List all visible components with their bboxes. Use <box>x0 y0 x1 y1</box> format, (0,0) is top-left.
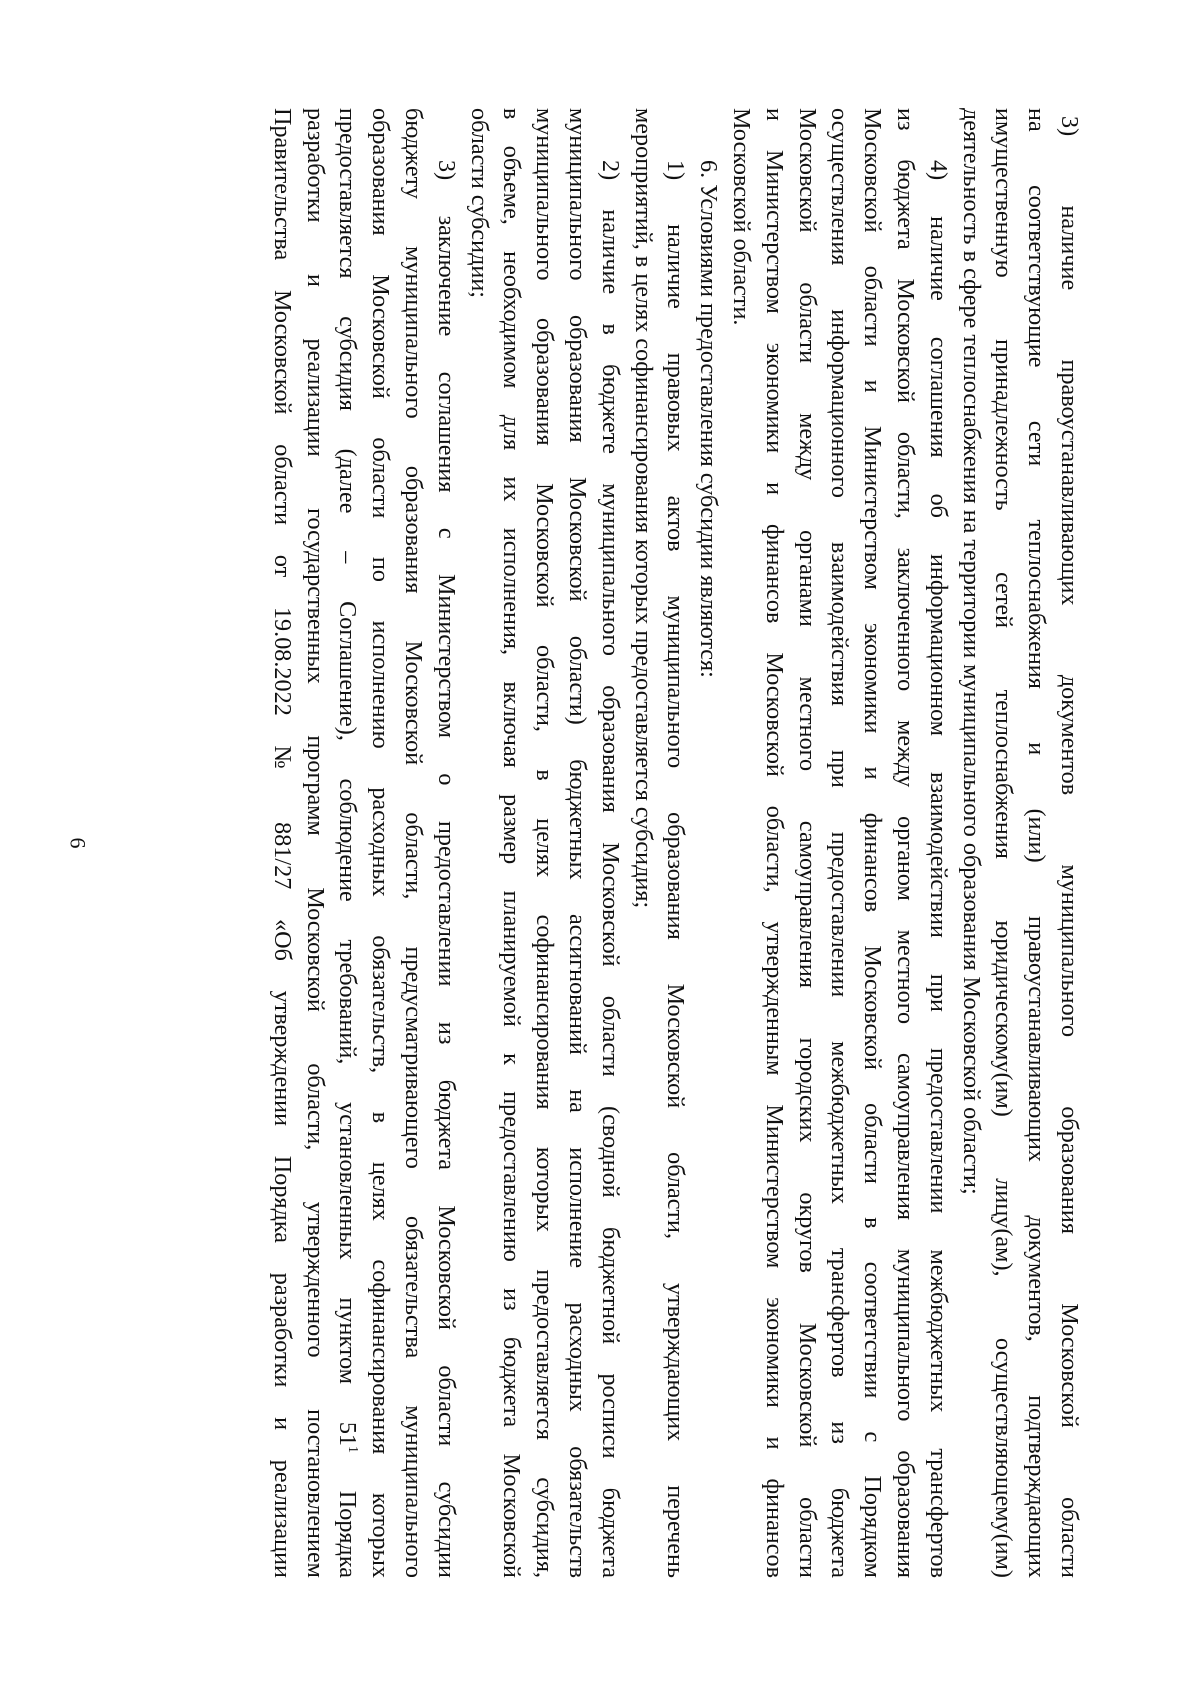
text-line: в объеме, необходимом для их исполнения, включая размер планируемой к предоставлению из бюджета Московской <box>498 108 526 1578</box>
text-line: и Министерством экономики и финансов Московской области, утвержденным Министерством экономики и финансов <box>760 108 788 1578</box>
text-line: 6. Условиями предоставления субсидии являются: <box>695 160 723 678</box>
text-line: бюджету муниципального образования Московской области, предусматривающего обязательства муниципального <box>400 108 428 1578</box>
page-number: 6 <box>65 837 91 849</box>
text-line: 2) наличие в бюджете муниципального образования Московской области (сводной бюджетной росписи бюджета <box>596 160 624 1578</box>
text-line: Московской области. <box>728 108 756 326</box>
text-line: мероприятий, в целях софинансирования которых предоставляется субсидия; <box>629 108 657 909</box>
text-line: 1) наличие правовых актов муниципального образования Московской области, утверждающих перечень <box>662 160 690 1578</box>
text-line: муниципального образования Московской области, в целях софинансирования которых предоставляется субсидия, <box>531 108 559 1578</box>
text-line: из бюджета Московской области, заключенного между органом местного самоуправления муниципального образования <box>892 108 920 1578</box>
text-line: 3) заключение соглашения с Министерством о предоставлении из бюджета Московской области субсидии <box>432 160 460 1578</box>
text-line: 3) наличие правоустанавливающих документов муниципального образования Московской области <box>1056 116 1083 1578</box>
text-line: осуществления информационного взаимодействия при предоставлении межбюджетных трансфертов из бюджета <box>826 108 854 1578</box>
text-line: образования Московской области по исполнению расходных обязательств, в целях софинансирования которых <box>367 108 395 1578</box>
document-body <box>175 108 1085 1578</box>
text-line: 4) наличие соглашения об информационном взаимодействии при предоставлении межбюджетных трансфертов <box>924 160 952 1578</box>
text-line: области субсидии; <box>465 108 493 298</box>
text-line: на соответствующие сети теплоснабжения и (или) правоустанавливающих документов, подтверждающих <box>1023 108 1051 1578</box>
text-line: предоставляется субсидия (далее – Соглашение), соблюдение требований, установленных пунктом $51^1$ Порядка <box>334 108 362 1578</box>
text-line: Московской области и Министерством экономики и финансов Московской области в соответствии с Порядком <box>859 108 887 1578</box>
text-line: Московской области между органами местного самоуправления городских округов Московской области <box>793 108 821 1578</box>
text-line: Правительства Московской области от 19.08.2022 № 881/27 «Об утверждении Порядка разработки и реализации <box>268 108 296 1578</box>
text-line: деятельность в сфере теплоснабжения на территории муниципального образования Московской области; <box>957 108 985 1195</box>
text-line: имущественную принадлежность сетей теплоснабжения юридическому(им) лицу(ам), осуществляющему(им) <box>990 108 1018 1578</box>
text-line: разработки и реализации государственных программ Московской области, утвержденного постановлением <box>301 108 329 1578</box>
text-line: муниципального образования Московской области) бюджетных ассигнований на исполнение расходных обязательств <box>564 108 592 1578</box>
